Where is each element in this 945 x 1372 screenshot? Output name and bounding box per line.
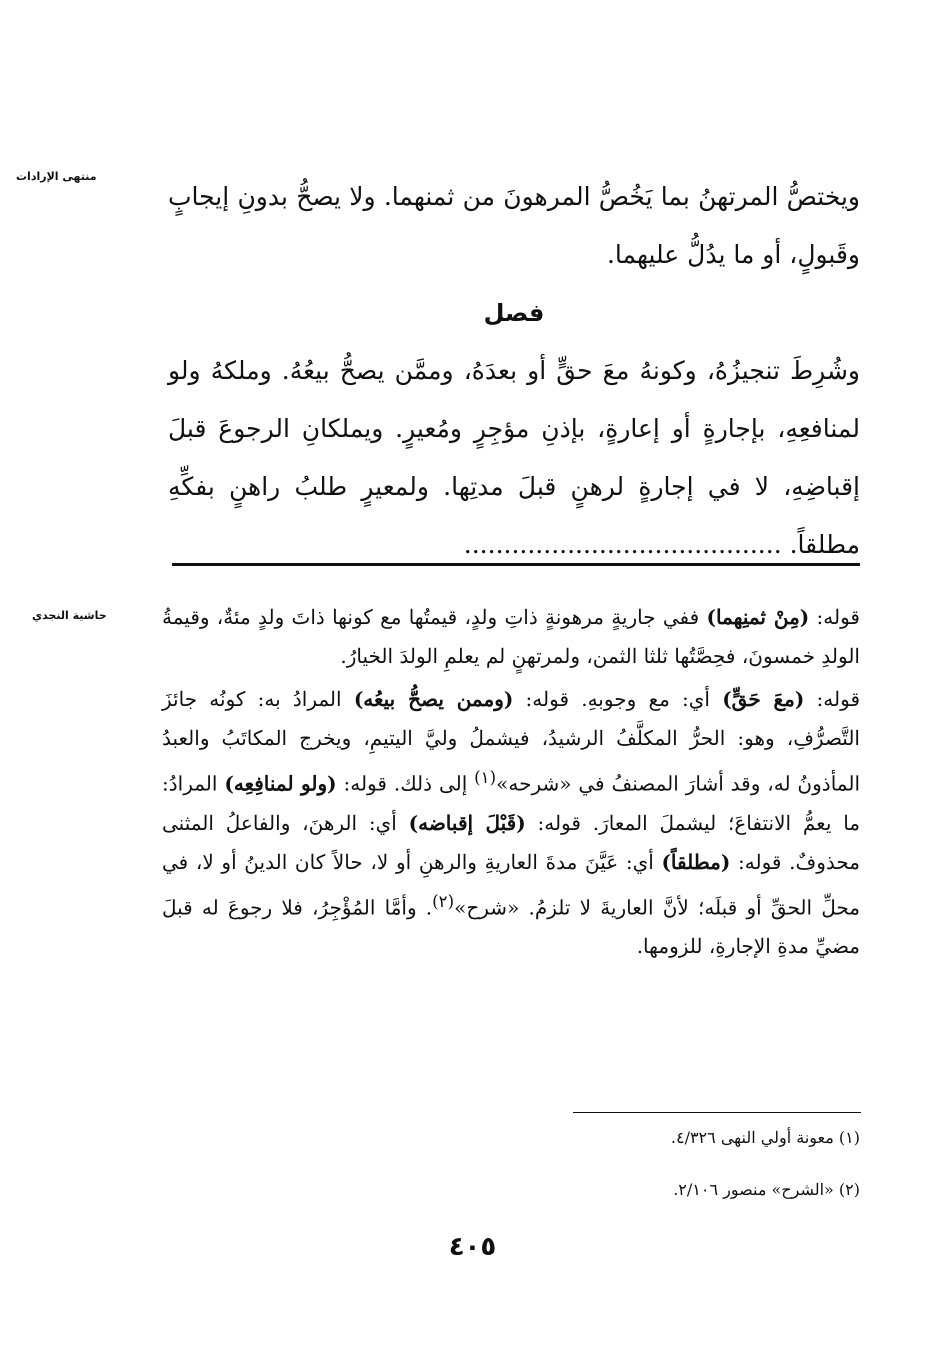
commentary-text-run: أي: مع وجوبهِ. قوله: — [513, 687, 723, 711]
side-label-main-text: منتهى الإرادات — [16, 170, 97, 183]
commentary-text-run: المرادُ به: كونُه جائزَ التَّصرُّفِ، وهو: الحرُّ المكلَّفُ الرشيدُ، فيشملُ وليَّ اليتيمِ، ويخرج المكاتَبُ والعبدُ المأذونُ له، وقد أشارَ المصنفُ في «شرحه» — [162, 687, 860, 796]
commentary-paragraph-2 — [162, 680, 860, 966]
commentary-paragraph-1 — [162, 598, 860, 676]
commentary-text-run: ففي جاريةٍ مرهونةٍ ذاتِ ولدٍ، قيمتُها مع كونها ذاتَ ولدٍ مئةٌ، وقيمةُ الولدِ خمسونَ، فحِصَّتُها ثلثا الثمن، ولمرتهنٍ لم يعلمِ الولدَ الخيارُ. — [162, 605, 860, 668]
commentary-text-run: قوله: — [804, 687, 861, 711]
footnote-divider — [573, 1112, 861, 1113]
quoted-phrase: (قَبْلَ إقباضه) — [408, 810, 526, 835]
footnote-ref: (١) — [474, 768, 497, 787]
main-text — [168, 168, 860, 574]
section-divider — [172, 563, 860, 566]
quoted-phrase: (ولو لمنافِعِه) — [224, 771, 337, 796]
side-label-commentary: حاشية النجدي — [32, 609, 107, 622]
footnote-1: (١) معونة أولي النهى ٤/٣٢٦. — [670, 1128, 860, 1147]
main-paragraph-1: ويختصُّ المرتهنُ بما يَخُصُّ المرهونَ من ثمنهما. ولا يصحُّ بدونِ إيجابٍ وقَبولٍ، أو ما يدُلُّ عليهما. — [168, 182, 860, 269]
commentary-text-run: . وأمَّا المُؤْجِرُ، فلا رجوعَ له قبلَ مضيِّ مدةِ الإجارةِ، للزومها. — [162, 895, 860, 959]
page-number: ٤٠٥ — [448, 1232, 497, 1262]
commentary-text-run: أي: عَيَّنَ مدةَ العاريةِ والرهنِ أو لا، حالاً كان الدينُ أو لا، في محلِّ الحقِّ أو قبلَه؛ لأنَّ العاريةَ لا تلزمُ. «شرح» — [162, 849, 861, 920]
commentary-text-run: إلى ذلك. قوله: — [336, 771, 475, 796]
quoted-phrase: (مِنْ ثمنِهما) — [706, 605, 810, 629]
main-paragraph-2: وشُرِطَ تنجيزُهُ، وكونهُ معَ حقٍّ أو بعدَهُ، وممَّن يصحُّ بيعُهُ. وملكهُ ولو لمنافعِهِ، بإجارةٍ أو إعارةٍ، بإذنِ مؤجِرٍ ومُعيرٍ. ويملكانِ الرجوعَ قبلَ إقباضِهِ، لا في إجارةٍ لرهنٍ قبلَ مدتِها. ولمعيرٍ طلبُ راهنٍ بفكِّهِ مطلقاً. ........................................ — [168, 356, 860, 559]
footnotes — [500, 1125, 860, 1229]
quoted-phrase: (وممن يصحُّ بيعُه) — [353, 687, 514, 711]
commentary-text-run: المرادُ: ما يعمُّ الانتفاعَ؛ ليشملَ المعارَ. قوله: — [162, 771, 860, 835]
quoted-phrase: (مطلقاً) — [661, 849, 731, 874]
commentary-text — [162, 598, 860, 970]
footnote-ref: (٢) — [432, 891, 455, 911]
commentary-text-run: قوله: — [809, 605, 860, 629]
section-heading: فصل — [483, 299, 545, 327]
quoted-phrase: (معَ حَقٍّ) — [722, 687, 805, 711]
footnote-2: (٢) «الشرح» منصور ٢/١٠٦. — [673, 1180, 860, 1199]
commentary-text-run: أي: الرهنَ، والفاعلُ المثنى محذوفٌ. قوله: — [162, 810, 861, 874]
